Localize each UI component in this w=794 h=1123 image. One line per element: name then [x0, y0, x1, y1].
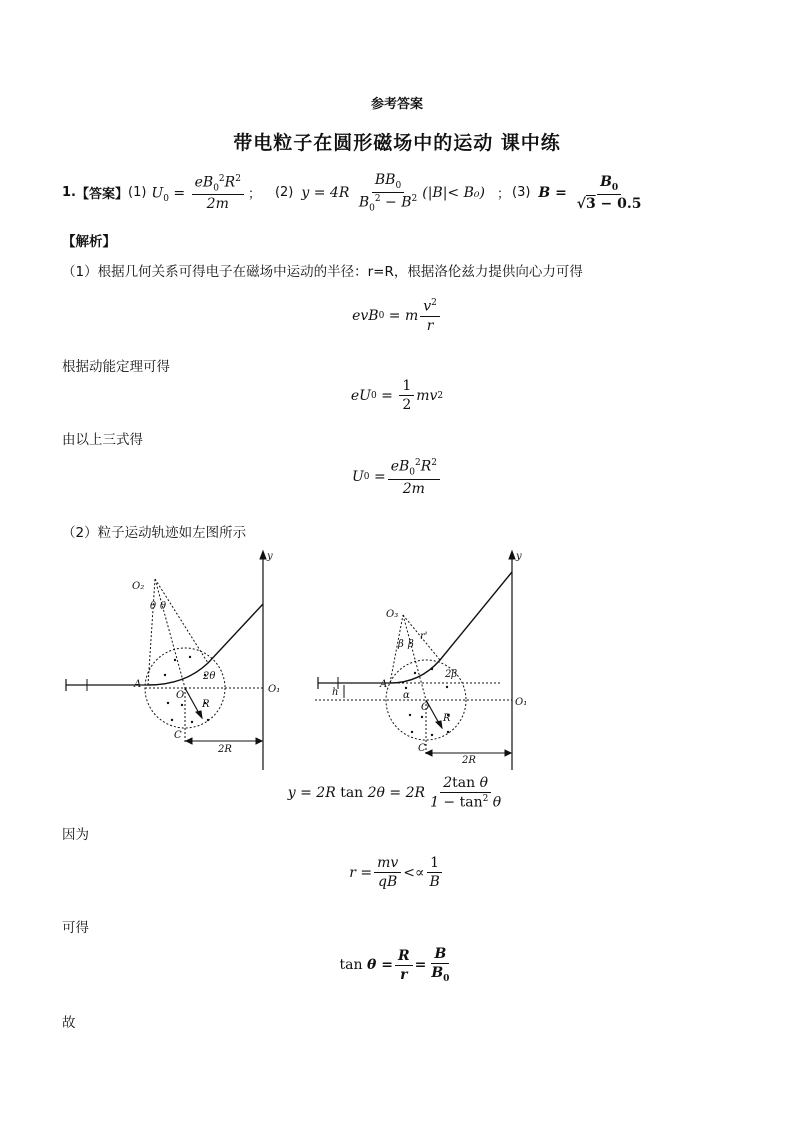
left-label-r: R [202, 699, 210, 710]
left-label-o2: O₂ [132, 581, 145, 592]
left-label-y: y [267, 551, 273, 562]
paragraph-2: 根据动能定理可得 [62, 359, 170, 375]
left-label-o1: O₁ [268, 684, 281, 695]
right-label-beta-1: β [398, 639, 404, 650]
answer-2-condition: (|B|< B₀) [422, 184, 485, 201]
right-label-o: O [421, 702, 430, 713]
right-label-2beta: 2β [445, 669, 458, 680]
equation-tan: tan θ = $\frac{R}{r}$ = $\frac{B}{B_0}$ [339, 946, 450, 984]
right-label-r-prime: r' [420, 631, 428, 642]
left-label-c: C [174, 730, 182, 741]
semicolon-1: ； [247, 187, 261, 203]
right-label-r: R [443, 713, 451, 724]
right-trajectory [390, 572, 512, 683]
paragraph-5: 因为 [62, 827, 89, 843]
answer-2-formula: y = 4R $\frac{BB_0}{B_0^2 - B^2}$ [301, 172, 418, 214]
answer-line [62, 172, 762, 214]
part-1-marker: (1) [128, 185, 147, 201]
left-label-theta-2: θ [160, 601, 167, 612]
left-label-theta-1: θ [150, 601, 157, 612]
page-title: 带电粒子在圆形磁场中的运动 课中练 [233, 132, 561, 154]
left-label-a: A [134, 679, 142, 690]
paragraph-1: （1）根据几何关系可得电子在磁场中运动的半径：r=R，根据洛伦兹力提供向心力可得 [62, 264, 583, 280]
equation-energy: eU 0 = $\frac{1}{2}$ mv 2 [350, 378, 444, 414]
equation-y: y = 2R tan 2θ = 2R $\frac{\text{2tan θ}}{1 - \tan^2 \theta}$ [287, 775, 502, 811]
left-y-arrow [260, 551, 266, 559]
page-header: 参考答案 [370, 97, 423, 112]
right-label-beta-2: β [408, 639, 414, 650]
trajectory-figure [60, 545, 540, 775]
paragraph-6: 可得 [62, 920, 89, 936]
semicolon-2: ； [496, 187, 510, 203]
equation-radius: r = $\frac{mv}{qB}$ <∝ $\frac{1}{B}$ [0, 855, 794, 890]
equation-lorentz: evB 0 = m $\frac{v^2}{r}$ [0, 298, 794, 334]
right-label-o3: O₃ [386, 609, 399, 620]
left-diagram [66, 551, 266, 770]
left-label-2r: 2R [218, 744, 232, 755]
paragraph-3: 由以上三式得 [62, 432, 143, 448]
paragraph-4: （2）粒子运动轨迹如左图所示 [62, 525, 247, 541]
part-2-marker: (2) [274, 185, 294, 201]
part-3-marker: (3) [512, 185, 531, 201]
right-diagram [315, 551, 515, 770]
left-label-o: O [176, 690, 185, 701]
paragraph-7: 故 [62, 1015, 76, 1031]
right-label-a: A [380, 679, 388, 690]
analysis-tag: 【解析】 [62, 234, 116, 250]
right-label-o1: O₁ [515, 697, 528, 708]
left-label-2theta: 2θ [203, 671, 216, 682]
right-label-y: y [516, 551, 522, 562]
right-label-c: C [418, 743, 426, 754]
right-label-alpha: α [403, 690, 410, 701]
right-label-h: h [332, 687, 339, 698]
answer-3-formula: B = $\frac{B_0}{√3 - 0.5}$ [538, 173, 642, 212]
equation-voltage: U 0 = $\frac{eB_0^2R^2}{2m}$ [0, 458, 794, 497]
answer-tag: 【答案】 [75, 187, 128, 203]
question-number: 1. [62, 185, 76, 201]
answer-1-formula: $U_0$ = $\frac{eB_0^2R^2}{2m}$ [151, 174, 246, 213]
right-label-2r: 2R [462, 755, 476, 766]
